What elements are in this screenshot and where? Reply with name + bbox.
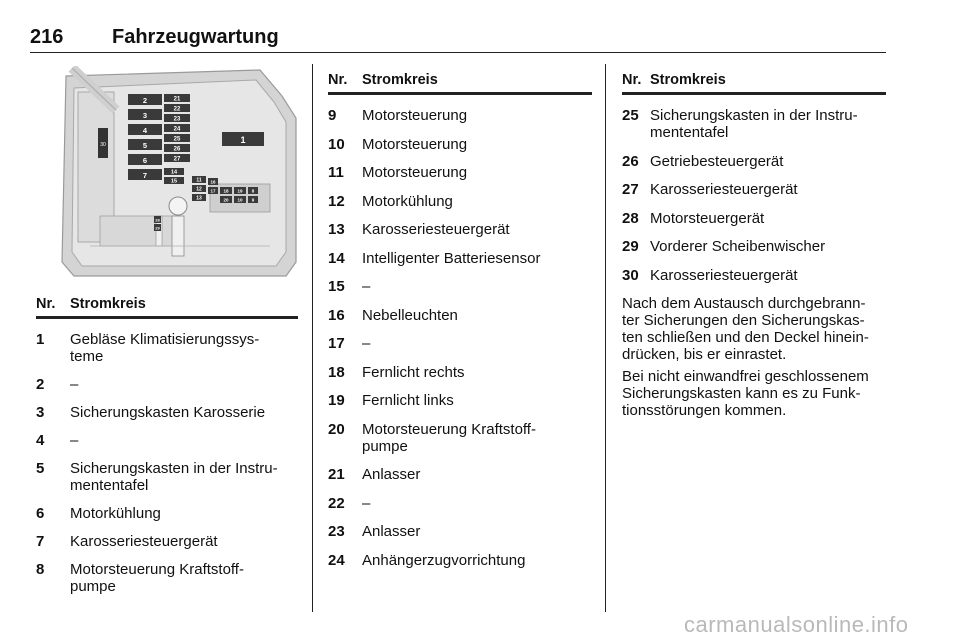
table-row: 29 Vorderer Scheibenwischer (622, 238, 826, 255)
fuse-label: 14 (170, 169, 178, 176)
table-row: 13 Karosseriesteuergerät (328, 221, 510, 238)
table-row: 18 Fernlicht rechts (328, 363, 465, 381)
fuse-label: 6 (142, 156, 148, 165)
table-row: 28 Motorsteuergerät (622, 209, 765, 227)
table-header (328, 66, 592, 95)
table-row: 11 Motorsteuerung (328, 164, 468, 181)
fuse-label: 3 (142, 111, 148, 120)
table-row: 1 Gebläse Klimatisierungssys- teme (36, 331, 260, 365)
fuse-label: 16 (210, 179, 216, 185)
table-row: 26 Getriebesteuergerät (622, 152, 784, 170)
fuse-label: 13 (196, 195, 202, 202)
fuse-label: 21 (173, 96, 181, 103)
header-circuit: Stromkreis (362, 72, 438, 88)
header-nr: Nr. (622, 72, 642, 88)
table-row: 4 – (36, 432, 79, 449)
fuse-label: 30 (100, 142, 106, 148)
fuse-label: 27 (173, 156, 181, 163)
table-row: 23 Anlasser (328, 523, 421, 540)
table-row: 9 Motorsteuerung (328, 107, 468, 124)
note-paragraph: Nach dem Austausch durchgebrann- ter Sicherungen den Sicherungskas- ten schließen und den Deckel hinein- drücken, bis er einrastet. (622, 295, 869, 363)
table-row: 27 Karosseriesteuergerät (622, 181, 798, 198)
fuse-label: 12 (196, 186, 202, 193)
fuse-label: 2 (142, 96, 148, 105)
table-row: 6 Motorkühlung (36, 505, 161, 522)
fuse-label: 15 (170, 178, 178, 185)
chapter-title: Fahrzeugwartung (112, 26, 279, 48)
fuse-label: 9 (251, 197, 255, 203)
fuse-table-column-3 (622, 66, 886, 419)
table-row: 8 Motorsteuerung Kraftstoff- pumpe (36, 561, 244, 595)
fuse-label: 22 (173, 106, 181, 113)
header-nr: Nr. (36, 296, 56, 312)
fuse-table-column-2 (328, 66, 592, 580)
fuse-label: 19 (237, 188, 243, 194)
table-row: 12 Motorkühlung (328, 192, 453, 210)
fuse-label: 20 (223, 197, 229, 203)
fuse-label: 23 (173, 116, 181, 123)
table-row: 17 – (328, 335, 371, 352)
table-row: 15 – (328, 278, 371, 295)
fuse-label: 8 (251, 188, 255, 194)
header-circuit: Stromkreis (70, 296, 146, 312)
fuse-label: 29 (155, 225, 160, 231)
fuse-label: 25 (173, 136, 181, 143)
table-row: 7 Karosseriesteuergerät (36, 533, 218, 550)
table-row: 20 Motorsteuerung Kraftstoff- pumpe (328, 420, 536, 455)
fuse-box-diagram (60, 66, 298, 278)
fuse-label: 17 (210, 188, 216, 194)
fuse-label: 11 (196, 177, 202, 184)
page-header (30, 24, 886, 53)
table-row: 24 Anhängerzugvorrichtung (328, 551, 526, 569)
table-header (36, 290, 298, 319)
fuse-label: 18 (223, 188, 229, 194)
fuse-label: 24 (173, 126, 181, 133)
column-divider (312, 64, 313, 612)
fuse-label: 7 (142, 171, 148, 180)
table-header (622, 66, 886, 95)
table-row: 16 Nebelleuchten (328, 306, 458, 324)
table-row: 30 Karosseriesteuergerät (622, 266, 798, 284)
table-row: 22 – (328, 494, 371, 512)
fuse-label: 28 (155, 217, 160, 223)
page-number: 216 (30, 26, 64, 48)
fuse-label: 5 (142, 141, 148, 150)
header-circuit: Stromkreis (650, 72, 726, 88)
note-paragraph: Bei nicht einwandfrei geschlossenem Sicherungskasten kann es zu Funk- tionsstörungen kommen. (622, 368, 869, 419)
table-row: 25 Sicherungskasten in der Instru- mententafel (622, 107, 858, 141)
table-row: 14 Intelligenter Batteriesensor (328, 249, 541, 267)
watermark: carmanualsonline.info (684, 612, 909, 637)
table-row: 2 – (36, 376, 79, 393)
fuse-label: 1 (240, 135, 246, 145)
table-row: 10 Motorsteuerung (328, 135, 468, 153)
table-row: 5 Sicherungskasten in der Instru- mententafel (36, 460, 278, 494)
table-row: 21 Anlasser (328, 466, 421, 483)
header-nr: Nr. (328, 72, 348, 88)
table-row: 3 Sicherungskasten Karosserie (36, 404, 266, 421)
fuse-table-column-1 (36, 290, 298, 606)
fuse-label: 26 (173, 146, 181, 153)
fuse-label: 10 (237, 197, 243, 203)
column-divider (605, 64, 606, 612)
table-row: 19 Fernlicht links (328, 392, 454, 409)
fuse-label: 4 (142, 126, 148, 135)
